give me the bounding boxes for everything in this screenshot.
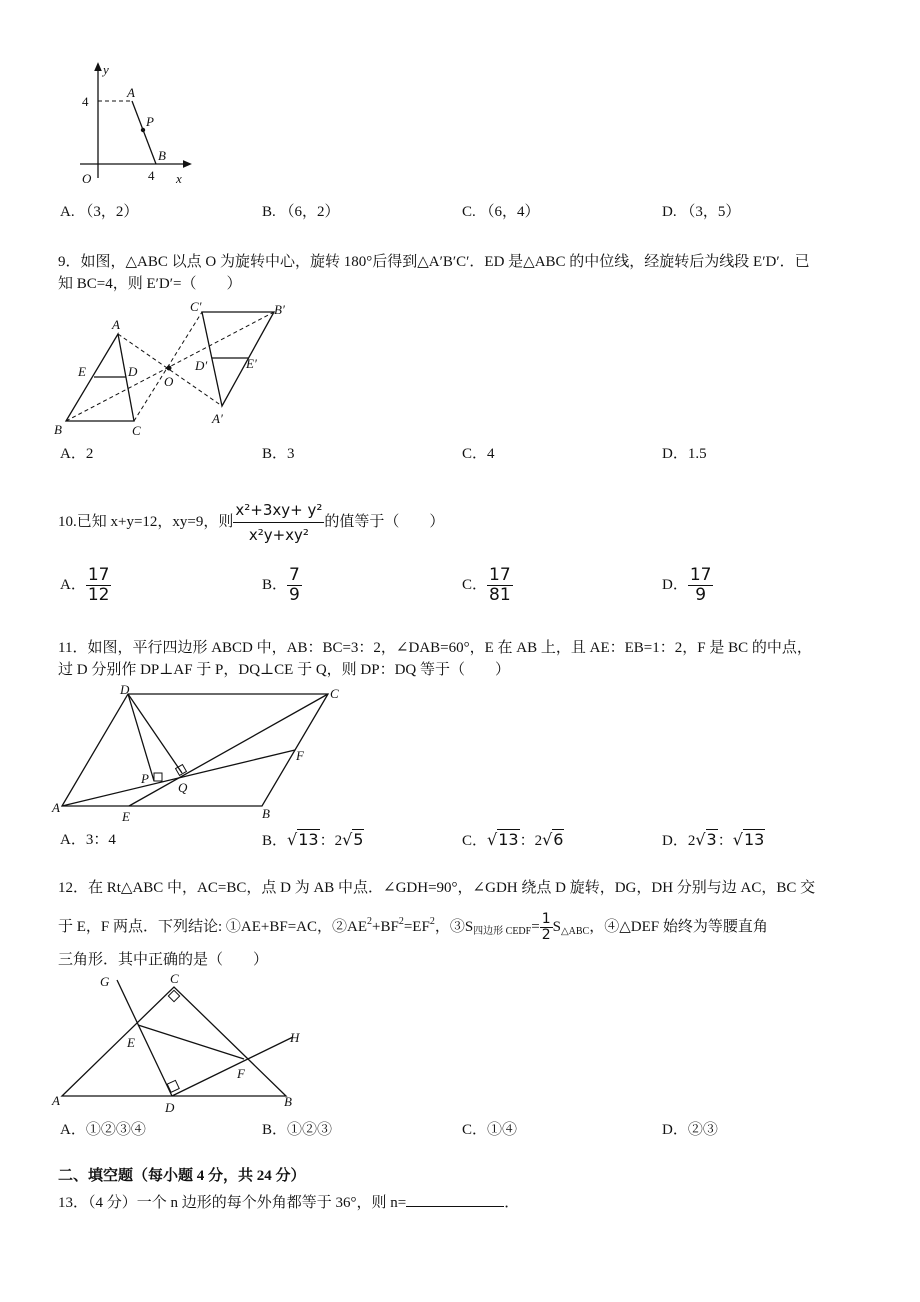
- q12-label-f: F: [237, 1066, 245, 1081]
- q10-option-a-den: 12: [87, 585, 110, 605]
- q8-label-a: A: [127, 85, 135, 100]
- q10-option-b-label: B．: [262, 576, 288, 593]
- q12-stem-line1: 12．在 Rt△ABC 中，AC=BC，点 D 为 AB 中点．∠GDH=90°，∠GDH 绕点 D 旋转，DG，DH 分别与边 AC，BC 交: [58, 880, 816, 896]
- q9-label-b2: B′: [274, 302, 285, 317]
- q11-label-p: P: [141, 771, 149, 786]
- q10-option-a-fraction: [86, 566, 112, 605]
- q12-stem-line3: 三角形．其中正确的是（ ）: [58, 952, 269, 968]
- q9-label-e2: E′: [246, 356, 257, 371]
- q11-option-b-sep: ：2: [319, 833, 343, 849]
- q10-fraction-numerator: x²+3xy+ y²: [233, 498, 324, 523]
- q11-option-c[interactable]: [462, 830, 564, 851]
- q9-label-a2: A′: [212, 411, 223, 426]
- q10-fraction: [233, 498, 324, 547]
- q9-label-b: B: [54, 422, 62, 437]
- q8-coordinate-figure: [70, 60, 200, 195]
- q9-label-c2: C′: [190, 299, 202, 314]
- q12-option-d[interactable]: D．②③: [662, 1122, 718, 1138]
- q8-label-b: B: [158, 148, 166, 163]
- q9-label-d: D: [128, 364, 138, 379]
- q10-option-d-label: D．: [662, 576, 688, 593]
- q11-parallelogram-figure: [50, 682, 360, 822]
- q12-ray-dh: [172, 1037, 293, 1096]
- q12-label-e: E: [127, 1035, 135, 1050]
- q8-option-b[interactable]: B. （6，2）: [262, 204, 340, 220]
- q11-option-b[interactable]: [262, 830, 364, 851]
- q12-segment-cd: [172, 987, 174, 1096]
- q12-triangle-abc: [62, 987, 286, 1096]
- q9-option-b[interactable]: B．3: [262, 446, 295, 462]
- q10-prefix: 10.已知 x+y=12，xy=9，则: [58, 513, 234, 530]
- q11-label-a: A: [52, 800, 60, 815]
- q10-option-d-num: 17: [689, 565, 712, 585]
- q11-option-d[interactable]: [662, 830, 765, 851]
- q10-option-b[interactable]: [262, 566, 302, 605]
- q9-option-a[interactable]: A．2: [60, 446, 94, 462]
- q8-option-c[interactable]: C. （6，4）: [462, 204, 540, 220]
- q10-option-d[interactable]: [662, 566, 713, 605]
- q10-option-d-den: 9: [695, 585, 707, 605]
- q11-segment-dp: [128, 694, 154, 781]
- q10-option-d-fraction: [688, 566, 714, 605]
- q11-label-d: D: [120, 682, 130, 697]
- q8-point-p: [141, 128, 145, 132]
- q12-fraction-half: $\frac{1}{2}$: [541, 911, 551, 944]
- q9-option-c[interactable]: C．4: [462, 446, 495, 462]
- q11-right-angle-p: [154, 773, 162, 781]
- q8-tick-y: 4: [82, 94, 89, 109]
- q11-option-d-sqrt1: √3: [695, 830, 717, 849]
- q10-option-c[interactable]: [462, 566, 513, 605]
- q10-option-c-den: 81: [489, 585, 511, 605]
- q10-option-c-num: 17: [489, 565, 511, 585]
- q12-option-c[interactable]: C．①④: [462, 1122, 518, 1138]
- q10-stem: [58, 498, 444, 554]
- q12-option-b[interactable]: B．①②③: [262, 1122, 333, 1138]
- q11-option-c-label: C．: [462, 833, 488, 849]
- q9-triangle-a2b2c2: [202, 312, 274, 406]
- q12-label-d: D: [165, 1100, 175, 1115]
- q11-option-d-sqrt2: √13: [732, 830, 765, 849]
- q9-label-e: E: [78, 364, 86, 379]
- q10-option-c-fraction: [487, 566, 513, 605]
- q12-label-b: B: [284, 1094, 292, 1109]
- q10-option-a-label: A．: [60, 576, 86, 593]
- q11-option-c-sqrt1: √13: [487, 830, 519, 849]
- q12-stem-line2: 于 E，F 两点．下列结论: ①AE+BF=AC，$②AE^2+BF^2=EF^2$，$③S_{四边形 CEDF}=$ $\frac{1}{2}$ $S_{\triangle ABC}$，④△DEF 始终为等腰直角: [58, 911, 768, 944]
- q8-label-x: x: [176, 171, 182, 186]
- q11-parallelogram-abcd: [62, 694, 328, 806]
- q8-label-o: O: [82, 171, 92, 186]
- q10-option-b-den: 9: [289, 585, 300, 605]
- q11-option-b-label: B．: [262, 833, 288, 849]
- q11-label-q: Q: [178, 780, 188, 795]
- section2-heading: 二、填空题（每小题 4 分，共 24 分）: [58, 1168, 306, 1184]
- q11-option-b-sqrt1: √13: [287, 830, 319, 849]
- q10-suffix: 的值等于（ ）: [324, 513, 445, 530]
- q12-option-a[interactable]: A．①②③④: [60, 1122, 146, 1138]
- q12-label-h: H: [290, 1030, 300, 1045]
- q13-stem: 13．（4 分）一个 n 边形的每个外角都等于 36°，则 n= ．: [58, 1192, 519, 1213]
- q11-label-e: E: [122, 809, 130, 824]
- q11-label-b: B: [262, 806, 270, 821]
- q12-right-angle-c: [168, 990, 179, 1001]
- q11-segment-dq: [128, 694, 182, 773]
- q9-stem-line2: 知 BC=4，则 E′D′=（ ）: [58, 276, 242, 292]
- q12-segment-ef: [138, 1025, 244, 1059]
- q9-rotation-figure: [50, 298, 300, 440]
- q10-option-a[interactable]: [60, 566, 111, 605]
- q10-option-b-fraction: [287, 566, 302, 605]
- q12-label-g: G: [100, 974, 110, 989]
- q12-triangle-figure: [50, 970, 330, 1115]
- q11-label-f: F: [296, 748, 304, 763]
- q9-label-o: O: [164, 374, 174, 389]
- q10-option-b-num: 7: [289, 565, 300, 585]
- q9-label-a: A: [112, 317, 120, 332]
- q10-option-a-num: 17: [87, 565, 110, 585]
- q11-option-c-sep: ：2: [519, 833, 543, 849]
- q12-label-a: A: [52, 1093, 60, 1108]
- q10-fraction-denominator: x²y+xy²: [248, 526, 309, 544]
- q8-label-y: y: [103, 62, 109, 77]
- q9-center-o: [167, 366, 172, 371]
- q9-label-d2: D′: [195, 358, 208, 373]
- q11-option-c-sqrt2: √6: [542, 830, 564, 849]
- q8-label-p: P: [146, 114, 154, 129]
- q9-stem-line1: 9．如图，△ABC 以点 O 为旋转中心，旋转 180°后得到△A′B′C′．ED 是△ABC 的中位线，经旋转后为线段 E′D′．已: [58, 254, 810, 270]
- q9-option-d[interactable]: D．1.5: [662, 446, 707, 462]
- q11-option-b-sqrt2: √5: [342, 830, 364, 849]
- q11-option-a[interactable]: A．3：4: [60, 832, 116, 848]
- q8-segment-ab: [132, 101, 156, 164]
- q13-answer-blank[interactable]: [406, 1192, 504, 1207]
- q11-stem-line1: 11．如图，平行四边形 ABCD 中，AB：BC=3：2，∠DAB=60°，E 在 AB 上，且 AE：EB=1：2，F 是 BC 的中点，: [58, 640, 812, 656]
- q11-option-d-sep: ：: [717, 833, 733, 849]
- q12-label-c: C: [170, 971, 179, 986]
- q9-label-c: C: [132, 423, 141, 438]
- q11-label-c: C: [330, 686, 339, 701]
- q8-option-d[interactable]: D. （3，5）: [662, 204, 741, 220]
- q8-tick-x: 4: [148, 168, 155, 183]
- q8-option-a[interactable]: A. （3，2）: [60, 204, 139, 220]
- q11-stem-line2: 过 D 分别作 DP⊥AF 于 P，DQ⊥CE 于 Q，则 DP：DQ 等于（ ）: [58, 662, 510, 678]
- q11-option-d-label: D．2: [662, 833, 696, 849]
- q10-option-c-label: C．: [462, 576, 488, 593]
